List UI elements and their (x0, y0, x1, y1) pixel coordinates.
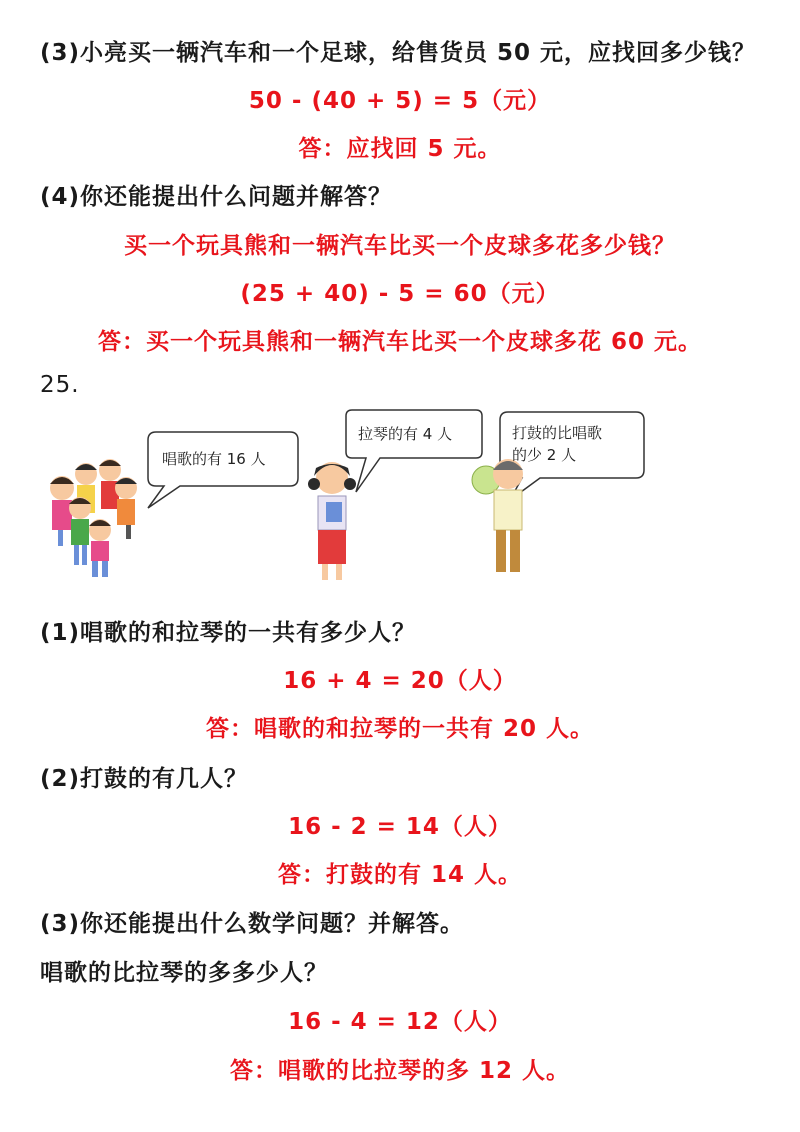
answer-2: 答：打鼓的有 14 人。 (277, 862, 523, 888)
bubble-text-drum-line2: 的少 2 人 (512, 446, 577, 464)
illustration-children-music (40, 400, 760, 590)
question-1: (1)唱歌的和拉琴的一共有多少人？ (40, 620, 417, 646)
answer-4: 答：买一个玩具熊和一辆汽车比买一个皮球多花 60 元。 (97, 329, 703, 355)
question-3-car-ball: (3)小亮买一辆汽车和一个足球，给售货员 50 元，应找回多少钱？ (40, 40, 757, 66)
question-3-own-problem: (3)你还能提出什么数学问题？并解答。 (40, 911, 465, 937)
question-3-problem-text: 唱歌的比拉琴的多多少人？ (40, 960, 328, 986)
bubble-text-sing: 唱歌的有 16 人 (162, 450, 266, 468)
equation-4: (25 + 40) - 5 = 60（元） (240, 281, 560, 307)
equation-1: 16 + 4 = 20（人） (283, 668, 517, 694)
problem-number-25: 25. (40, 372, 80, 398)
speech-bubble-sing (148, 432, 298, 508)
singing-children-figure (50, 459, 137, 577)
equation-3: 16 - 4 = 12（人） (288, 1009, 512, 1035)
bubble-text-violin: 拉琴的有 4 人 (358, 425, 453, 443)
question-4-own-problem: (4)你还能提出什么问题并解答？ (40, 184, 393, 210)
bubble-text-drum-line1: 打鼓的比唱歌 (512, 424, 603, 442)
question-4-problem-text: 买一个玩具熊和一辆汽车比买一个皮球多花多少钱？ (124, 233, 676, 259)
equation-3-car-ball: 50 - (40 + 5) = 5（元） (248, 88, 552, 114)
answer-3-car-ball: 答：应找回 5 元。 (298, 136, 502, 162)
question-2: (2)打鼓的有几人？ (40, 766, 249, 792)
drum-boy-figure (472, 459, 523, 572)
violin-girl-figure (308, 462, 356, 580)
answer-1: 答：唱歌的和拉琴的一共有 20 人。 (205, 716, 595, 742)
equation-2: 16 - 2 = 14（人） (288, 814, 512, 840)
answer-3: 答：唱歌的比拉琴的多 12 人。 (229, 1058, 571, 1084)
